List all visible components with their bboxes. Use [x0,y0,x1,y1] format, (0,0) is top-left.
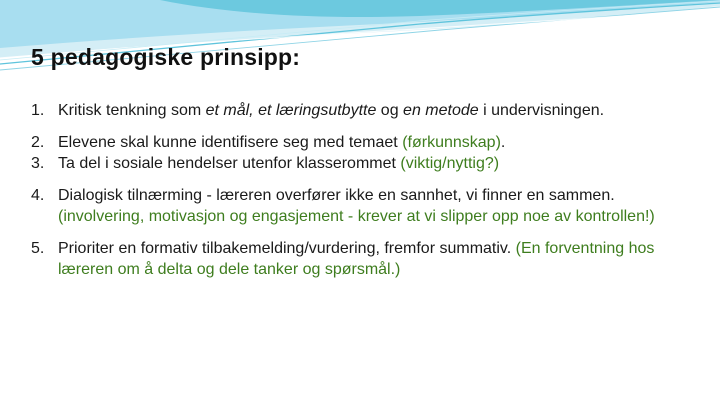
principles-list [31,100,701,281]
item-text: Elevene skal kunne identifisere seg med temaet [58,133,403,151]
item-note: (En forventning hos læreren om å delta og dele tanker og spørsmål.) [58,239,655,278]
item-text: Prioriter en formativ tilbakemelding/vurdering, fremfor summativ. [58,239,516,257]
item-emphasis: et mål, et læringsutbytte [205,102,377,119]
list-item [31,238,701,281]
item-note: (førkunnskap) [402,133,501,151]
list-item [31,153,701,175]
item-number: 1. [31,102,45,119]
slide-title: 5 pedagogiske prinsipp: [31,44,301,70]
item-text: Kritisk tenkning som [58,102,206,119]
item-number: 3. [31,155,45,172]
item-number: 4. [31,186,45,204]
item-text: . [500,133,506,151]
item-text: Ta del i sosiale hendelser utenfor klasserommet [58,155,401,172]
item-number: 5. [31,239,45,257]
list-item [31,132,701,154]
item-number: 2. [31,133,45,151]
item-emphasis: en metode [403,102,479,119]
item-note: (viktig/nyttig?) [400,155,500,172]
list-item [31,100,701,122]
item-text: i undervisningen. [478,102,605,119]
list-item [31,185,701,228]
item-text: Dialogisk tilnærming - læreren overfører ikke en sannhet, vi finner en sammen. [58,186,615,204]
item-text: og [376,102,404,119]
item-note: (involvering, motivasjon og engasjement - krever at vi slipper opp noe av kontrollen!) [58,208,655,225]
